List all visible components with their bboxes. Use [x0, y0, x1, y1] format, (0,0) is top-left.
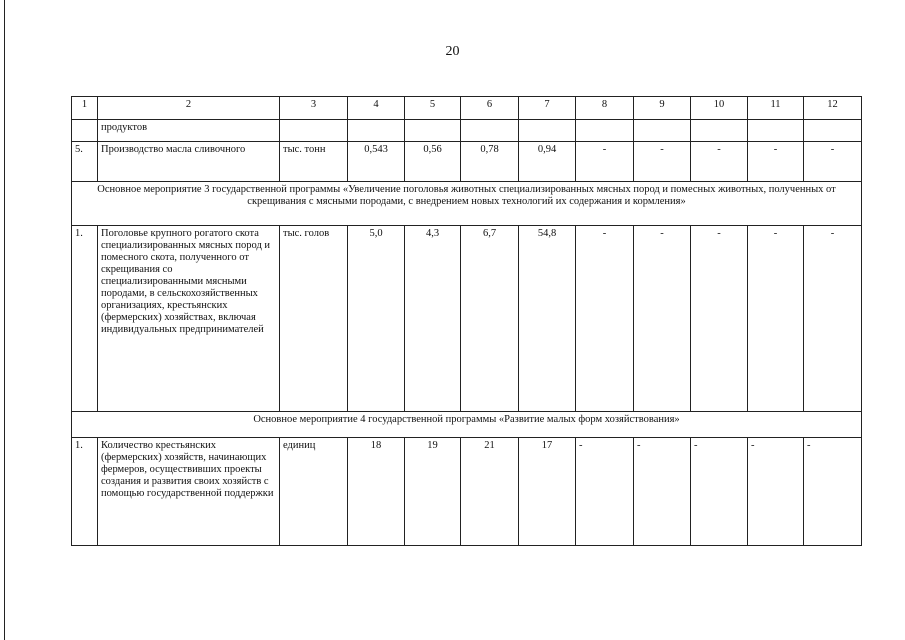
value-cell — [461, 120, 519, 142]
value-cell: 6,7 — [461, 226, 519, 412]
value-cell — [348, 120, 405, 142]
indicator-name: Количество крестьянских (фермерских) хозяйств, начинающих фермеров, осуществивших проекты создания и развития своих хозяйств с помощью государственной поддержки — [98, 438, 280, 546]
column-number: 8 — [576, 97, 634, 120]
indicator-name: продуктов — [98, 120, 280, 142]
value-cell — [519, 120, 576, 142]
value-cell: - — [691, 226, 748, 412]
value-cell: - — [804, 438, 862, 546]
value-cell: - — [634, 226, 691, 412]
value-cell — [634, 120, 691, 142]
column-number: 1 — [72, 97, 98, 120]
row-number: 5. — [72, 142, 98, 182]
section-heading: Основное мероприятие 3 государственной программы «Увеличение поголовья животных специализированных мясных пород и помесных животных, полученных от скрещивания с мясными породами, с внедрением новых технологий их содержания и кормления» — [72, 182, 862, 226]
table-row — [72, 438, 862, 546]
column-number: 6 — [461, 97, 519, 120]
indicator-name: Поголовье крупного рогатого скота специализированных мясных пород и помесного скота, полученного от скрещивания со специализированными мясными породами, в сельскохозяйственных организациях, крестьянских (фермерских) хозяйствах, включая индивидуальных предпринимателей — [98, 226, 280, 412]
row-number: 1. — [72, 226, 98, 412]
section-heading: Основное мероприятие 4 государственной программы «Развитие малых форм хозяйствования» — [72, 412, 862, 438]
column-number: 2 — [98, 97, 280, 120]
value-cell: 21 — [461, 438, 519, 546]
column-number: 4 — [348, 97, 405, 120]
column-number: 7 — [519, 97, 576, 120]
column-number-row — [72, 97, 862, 120]
value-cell: - — [634, 438, 691, 546]
table-row — [72, 120, 862, 142]
value-cell: - — [576, 226, 634, 412]
value-cell: - — [691, 438, 748, 546]
unit: единиц — [280, 438, 348, 546]
value-cell — [405, 120, 461, 142]
column-number: 9 — [634, 97, 691, 120]
value-cell: - — [804, 142, 862, 182]
page-number: 20 — [445, 44, 460, 59]
value-cell: - — [748, 226, 804, 412]
value-cell: - — [634, 142, 691, 182]
value-cell: - — [691, 142, 748, 182]
unit: тыс. голов — [280, 226, 348, 412]
value-cell: 0,78 — [461, 142, 519, 182]
column-number: 3 — [280, 97, 348, 120]
value-cell — [748, 120, 804, 142]
value-cell: 0,56 — [405, 142, 461, 182]
value-cell: 0,94 — [519, 142, 576, 182]
value-cell: - — [804, 226, 862, 412]
column-number: 10 — [691, 97, 748, 120]
value-cell: 4,3 — [405, 226, 461, 412]
table-row — [72, 226, 862, 412]
unit: тыс. тонн — [280, 142, 348, 182]
column-number: 5 — [405, 97, 461, 120]
value-cell: 18 — [348, 438, 405, 546]
value-cell: 54,8 — [519, 226, 576, 412]
value-cell — [691, 120, 748, 142]
row-number — [72, 120, 98, 142]
value-cell: 5,0 — [348, 226, 405, 412]
value-cell — [576, 120, 634, 142]
value-cell: 19 — [405, 438, 461, 546]
indicator-name: Производство масла сливочного — [98, 142, 280, 182]
value-cell: - — [576, 438, 634, 546]
column-number: 12 — [804, 97, 862, 120]
binding-margin-line — [4, 0, 5, 640]
table-row — [72, 142, 862, 182]
unit — [280, 120, 348, 142]
indicators-table — [71, 96, 862, 546]
value-cell: - — [748, 142, 804, 182]
value-cell: 17 — [519, 438, 576, 546]
value-cell: - — [576, 142, 634, 182]
section-row — [72, 412, 862, 438]
value-cell: - — [748, 438, 804, 546]
column-number: 11 — [748, 97, 804, 120]
value-cell — [804, 120, 862, 142]
value-cell: 0,543 — [348, 142, 405, 182]
section-row — [72, 182, 862, 226]
row-number: 1. — [72, 438, 98, 546]
